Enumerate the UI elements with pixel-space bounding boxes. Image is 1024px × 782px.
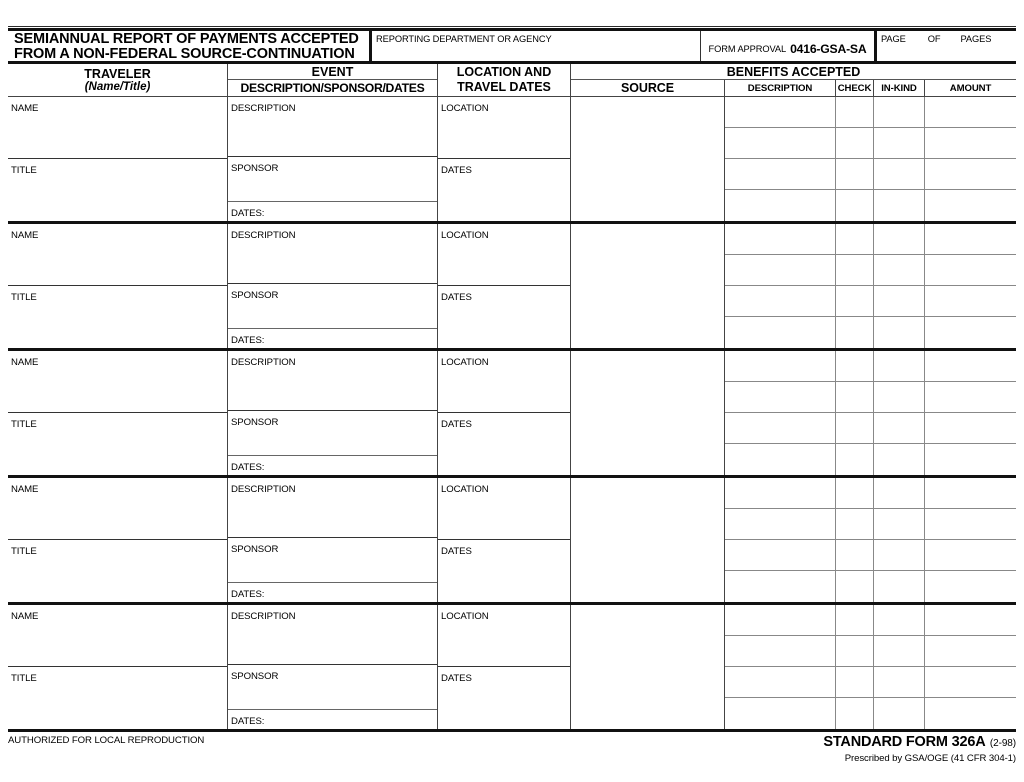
name-label: NAME xyxy=(11,357,39,368)
benefit-row xyxy=(725,97,1016,128)
benefit-description-field[interactable] xyxy=(725,571,836,602)
sponsor-label: SPONSOR xyxy=(231,417,279,429)
event-sponsor-field[interactable] xyxy=(228,284,437,329)
benefit-check-field[interactable] xyxy=(836,224,874,254)
location-label: LOCATION xyxy=(441,230,489,241)
benefit-description-field[interactable] xyxy=(725,413,836,443)
title-label: TITLE xyxy=(11,419,37,430)
benefit-check-field[interactable] xyxy=(836,97,874,127)
benefit-row xyxy=(725,509,1016,540)
benefit-check-field[interactable] xyxy=(836,636,874,666)
benefit-description-field[interactable] xyxy=(725,190,836,221)
form-approval-number: 0416-GSA-SA xyxy=(790,42,867,56)
authorized-reproduction-note: AUTHORIZED FOR LOCAL REPRODUCTION xyxy=(8,735,205,746)
location-field[interactable] xyxy=(438,351,570,413)
benefit-description-field[interactable] xyxy=(725,509,836,539)
benefit-source-field[interactable] xyxy=(571,97,725,221)
benefit-in-kind-field[interactable] xyxy=(874,667,925,697)
location-field[interactable] xyxy=(438,224,570,286)
benefit-check-field[interactable] xyxy=(836,698,874,729)
benefit-row xyxy=(725,698,1016,729)
travel-dates-field[interactable] xyxy=(438,413,570,475)
title-label: TITLE xyxy=(11,546,37,557)
event-sponsor-field[interactable] xyxy=(228,538,437,583)
sponsor-label: SPONSOR xyxy=(231,290,279,302)
event-sponsor-field[interactable] xyxy=(228,665,437,710)
benefit-amount-field[interactable] xyxy=(925,97,1016,127)
benefit-amount-field[interactable] xyxy=(925,413,1016,443)
benefit-source-field[interactable] xyxy=(571,224,725,348)
header-location-line1: LOCATION AND xyxy=(456,65,552,79)
dates-colon-label: DATES: xyxy=(231,335,265,346)
event-description-field[interactable] xyxy=(228,97,437,157)
benefit-in-kind-field[interactable] xyxy=(874,224,925,254)
header-benefits-amount: AMOUNT xyxy=(949,82,992,94)
traveler-cell xyxy=(8,478,228,602)
benefit-check-field[interactable] xyxy=(836,444,874,475)
benefit-check-field[interactable] xyxy=(836,317,874,348)
benefit-amount-field[interactable] xyxy=(925,286,1016,316)
benefit-row xyxy=(725,444,1016,475)
benefit-source-field[interactable] xyxy=(571,478,725,602)
benefit-check-field[interactable] xyxy=(836,540,874,570)
form-approval-cell xyxy=(701,31,877,61)
benefit-amount-field[interactable] xyxy=(925,128,1016,158)
location-label: LOCATION xyxy=(441,484,489,495)
benefit-description-field[interactable] xyxy=(725,224,836,254)
event-dates-field[interactable] xyxy=(228,710,437,729)
form-revision-date: (2-98) xyxy=(989,738,1016,749)
benefit-row xyxy=(725,255,1016,286)
benefit-in-kind-field[interactable] xyxy=(874,509,925,539)
event-description-field[interactable] xyxy=(228,605,437,665)
benefit-description-field[interactable] xyxy=(725,636,836,666)
benefit-description-field[interactable] xyxy=(725,605,836,635)
form-title-line2: FROM A NON-FEDERAL SOURCE-CONTINUATION xyxy=(14,45,355,62)
benefit-row xyxy=(725,286,1016,317)
header-benefits-in-kind: IN-KIND xyxy=(874,80,925,96)
sponsor-label: SPONSOR xyxy=(231,163,279,175)
standard-form-number: STANDARD FORM 326A xyxy=(823,734,986,750)
form-title-cell xyxy=(8,31,372,61)
event-cell xyxy=(228,478,438,602)
header-event-title: EVENT xyxy=(228,64,437,80)
traveler-cell xyxy=(8,351,228,475)
entry-block xyxy=(8,605,1016,732)
benefit-in-kind-field[interactable] xyxy=(874,128,925,158)
traveler-name-field[interactable] xyxy=(8,478,227,540)
header-traveler-subtitle: (Name/Title) xyxy=(84,80,151,93)
entry-blocks xyxy=(8,97,1016,732)
reporting-agency-cell[interactable] xyxy=(372,31,701,61)
dates-colon-label: DATES: xyxy=(231,462,265,473)
dates-colon-label: DATES: xyxy=(231,716,265,727)
benefit-row xyxy=(725,478,1016,509)
description-label: DESCRIPTION xyxy=(231,484,296,495)
benefit-check-field[interactable] xyxy=(836,413,874,443)
travel-dates-field[interactable] xyxy=(438,286,570,348)
benefit-amount-field[interactable] xyxy=(925,636,1016,666)
location-cell xyxy=(438,97,571,221)
benefit-description-field[interactable] xyxy=(725,478,836,508)
travel-dates-field[interactable] xyxy=(438,540,570,602)
traveler-cell xyxy=(8,97,228,221)
benefit-check-field[interactable] xyxy=(836,128,874,158)
benefit-row xyxy=(725,128,1016,159)
page-label: PAGE xyxy=(881,34,906,44)
header-benefits-source: SOURCE xyxy=(571,80,725,96)
benefit-description-field[interactable] xyxy=(725,540,836,570)
benefit-amount-field[interactable] xyxy=(925,605,1016,635)
benefit-in-kind-field[interactable] xyxy=(874,540,925,570)
traveler-title-field[interactable] xyxy=(8,286,227,348)
benefit-check-field[interactable] xyxy=(836,605,874,635)
form-title-band xyxy=(8,28,1016,64)
benefit-check-field[interactable] xyxy=(836,478,874,508)
name-label: NAME xyxy=(11,103,39,114)
location-cell xyxy=(438,478,571,602)
benefits-grid xyxy=(725,224,1016,348)
event-cell xyxy=(228,224,438,348)
benefit-description-field[interactable] xyxy=(725,444,836,475)
description-label: DESCRIPTION xyxy=(231,230,296,241)
of-label: OF xyxy=(927,34,941,44)
benefit-row xyxy=(725,159,1016,190)
benefit-amount-field[interactable] xyxy=(925,444,1016,475)
benefit-description-field[interactable] xyxy=(725,351,836,381)
header-event-subtitle: DESCRIPTION/SPONSOR/DATES xyxy=(240,81,425,95)
location-field[interactable] xyxy=(438,97,570,159)
event-sponsor-field[interactable] xyxy=(228,411,437,456)
benefit-in-kind-field[interactable] xyxy=(874,317,925,348)
dates-label: DATES xyxy=(441,546,472,557)
benefit-amount-field[interactable] xyxy=(925,224,1016,254)
benefit-check-field[interactable] xyxy=(836,351,874,381)
benefit-amount-field[interactable] xyxy=(925,540,1016,570)
benefit-amount-field[interactable] xyxy=(925,382,1016,412)
event-description-field[interactable] xyxy=(228,351,437,411)
location-field[interactable] xyxy=(438,605,570,667)
benefit-in-kind-field[interactable] xyxy=(874,698,925,729)
description-label: DESCRIPTION xyxy=(231,611,296,622)
form-identification xyxy=(823,733,1016,764)
event-sponsor-field[interactable] xyxy=(228,157,437,202)
benefit-amount-field[interactable] xyxy=(925,317,1016,348)
benefit-amount-field[interactable] xyxy=(925,255,1016,285)
location-label: LOCATION xyxy=(441,103,489,114)
form-title-line1: SEMIANNUAL REPORT OF PAYMENTS ACCEPTED xyxy=(14,30,359,47)
benefit-in-kind-field[interactable] xyxy=(874,478,925,508)
header-traveler-title: TRAVELER xyxy=(84,66,151,81)
travel-dates-field[interactable] xyxy=(438,667,570,729)
traveler-name-field[interactable] xyxy=(8,351,227,413)
entry-block xyxy=(8,478,1016,605)
description-label: DESCRIPTION xyxy=(231,357,296,368)
benefit-description-field[interactable] xyxy=(725,698,836,729)
location-label: LOCATION xyxy=(441,357,489,368)
top-hairline xyxy=(8,26,1016,27)
benefit-description-field[interactable] xyxy=(725,317,836,348)
benefits-grid xyxy=(725,605,1016,729)
event-description-field[interactable] xyxy=(228,478,437,538)
location-label: LOCATION xyxy=(441,611,489,622)
benefit-in-kind-field[interactable] xyxy=(874,636,925,666)
benefit-in-kind-field[interactable] xyxy=(874,190,925,221)
header-benefits xyxy=(571,64,1016,96)
header-location-line2: TRAVEL DATES xyxy=(457,80,551,94)
reporting-agency-label: REPORTING DEPARTMENT OR AGENCY xyxy=(376,34,552,44)
benefits-grid xyxy=(725,351,1016,475)
benefit-amount-field[interactable] xyxy=(925,509,1016,539)
benefit-amount-field[interactable] xyxy=(925,698,1016,729)
traveler-cell xyxy=(8,605,228,729)
event-cell xyxy=(228,351,438,475)
benefits-grid xyxy=(725,97,1016,221)
page-of-pages-label xyxy=(881,34,1016,44)
benefit-in-kind-field[interactable] xyxy=(874,255,925,285)
header-benefits-title: BENEFITS ACCEPTED xyxy=(571,64,1016,80)
benefit-check-field[interactable] xyxy=(836,255,874,285)
event-cell xyxy=(228,605,438,729)
prescribed-by-note: Prescribed by GSA/OGE (41 CFR 304-1) xyxy=(844,753,1016,764)
name-label: NAME xyxy=(11,611,39,622)
benefit-amount-field[interactable] xyxy=(925,351,1016,381)
event-dates-field[interactable] xyxy=(228,583,437,602)
header-benefits-description: DESCRIPTION xyxy=(725,80,836,96)
entry-block xyxy=(8,351,1016,478)
traveler-title-field[interactable] xyxy=(8,413,227,475)
traveler-title-field[interactable] xyxy=(8,540,227,602)
sponsor-label: SPONSOR xyxy=(231,544,279,556)
benefit-row xyxy=(725,413,1016,444)
benefit-amount-field[interactable] xyxy=(925,159,1016,189)
benefit-amount-field[interactable] xyxy=(925,478,1016,508)
benefit-row xyxy=(725,605,1016,636)
name-label: NAME xyxy=(11,484,39,495)
traveler-title-field[interactable] xyxy=(8,667,227,729)
benefit-description-field[interactable] xyxy=(725,382,836,412)
title-label: TITLE xyxy=(11,165,37,176)
dates-label: DATES xyxy=(441,419,472,430)
header-location xyxy=(438,64,571,96)
header-benefits-check: CHECK xyxy=(836,80,874,96)
event-dates-field[interactable] xyxy=(228,329,437,348)
pages-label: PAGES xyxy=(960,34,992,44)
benefit-in-kind-field[interactable] xyxy=(874,413,925,443)
benefit-description-field[interactable] xyxy=(725,667,836,697)
title-label: TITLE xyxy=(11,673,37,684)
benefit-check-field[interactable] xyxy=(836,159,874,189)
form-footer xyxy=(8,732,1016,780)
benefit-in-kind-field[interactable] xyxy=(874,605,925,635)
dates-label: DATES xyxy=(441,292,472,303)
form-approval-label: FORM APPROVAL xyxy=(708,44,787,54)
benefit-row xyxy=(725,667,1016,698)
location-field[interactable] xyxy=(438,478,570,540)
benefit-source-field[interactable] xyxy=(571,605,725,729)
benefit-description-field[interactable] xyxy=(725,159,836,189)
header-traveler xyxy=(8,64,228,96)
location-cell xyxy=(438,605,571,729)
benefit-amount-field[interactable] xyxy=(925,667,1016,697)
entry-block xyxy=(8,224,1016,351)
traveler-name-field[interactable] xyxy=(8,224,227,286)
title-label: TITLE xyxy=(11,292,37,303)
benefit-in-kind-field[interactable] xyxy=(874,571,925,602)
description-label: DESCRIPTION xyxy=(231,103,296,114)
benefit-in-kind-field[interactable] xyxy=(874,286,925,316)
sf326a-form xyxy=(8,26,1016,780)
dates-label: DATES xyxy=(441,673,472,684)
benefit-check-field[interactable] xyxy=(836,667,874,697)
dates-colon-label: DATES: xyxy=(231,589,265,600)
location-cell xyxy=(438,351,571,475)
dates-label: DATES xyxy=(441,165,472,176)
travel-dates-field[interactable] xyxy=(438,159,570,221)
benefit-row xyxy=(725,636,1016,667)
traveler-title-field[interactable] xyxy=(8,159,227,221)
benefit-description-field[interactable] xyxy=(725,286,836,316)
benefit-description-field[interactable] xyxy=(725,128,836,158)
benefit-row xyxy=(725,351,1016,382)
benefit-row xyxy=(725,382,1016,413)
column-header-band xyxy=(8,64,1016,97)
standard-form-line xyxy=(823,733,1016,751)
event-cell xyxy=(228,97,438,221)
benefit-description-field[interactable] xyxy=(725,97,836,127)
benefit-check-field[interactable] xyxy=(836,286,874,316)
header-event xyxy=(228,64,438,96)
page-number-cell[interactable] xyxy=(877,31,1016,61)
benefit-row xyxy=(725,571,1016,602)
benefit-check-field[interactable] xyxy=(836,190,874,221)
dates-colon-label: DATES: xyxy=(231,208,265,219)
event-description-field[interactable] xyxy=(228,224,437,284)
name-label: NAME xyxy=(11,230,39,241)
traveler-name-field[interactable] xyxy=(8,605,227,667)
benefit-row xyxy=(725,224,1016,255)
benefit-row xyxy=(725,540,1016,571)
event-dates-field[interactable] xyxy=(228,456,437,475)
traveler-name-field[interactable] xyxy=(8,97,227,159)
header-benefits-subrow xyxy=(571,80,1016,96)
benefit-description-field[interactable] xyxy=(725,255,836,285)
benefit-amount-field[interactable] xyxy=(925,190,1016,221)
benefit-check-field[interactable] xyxy=(836,571,874,602)
benefit-in-kind-field[interactable] xyxy=(874,97,925,127)
traveler-cell xyxy=(8,224,228,348)
entry-block xyxy=(8,97,1016,224)
benefits-grid xyxy=(725,478,1016,602)
benefit-row xyxy=(725,317,1016,348)
event-dates-field[interactable] xyxy=(228,202,437,221)
benefit-in-kind-field[interactable] xyxy=(874,351,925,381)
benefit-in-kind-field[interactable] xyxy=(874,159,925,189)
benefit-check-field[interactable] xyxy=(836,382,874,412)
sponsor-label: SPONSOR xyxy=(231,671,279,683)
benefit-check-field[interactable] xyxy=(836,509,874,539)
location-cell xyxy=(438,224,571,348)
benefit-in-kind-field[interactable] xyxy=(874,382,925,412)
benefit-source-field[interactable] xyxy=(571,351,725,475)
benefit-amount-field[interactable] xyxy=(925,571,1016,602)
benefit-row xyxy=(725,190,1016,221)
benefit-in-kind-field[interactable] xyxy=(874,444,925,475)
